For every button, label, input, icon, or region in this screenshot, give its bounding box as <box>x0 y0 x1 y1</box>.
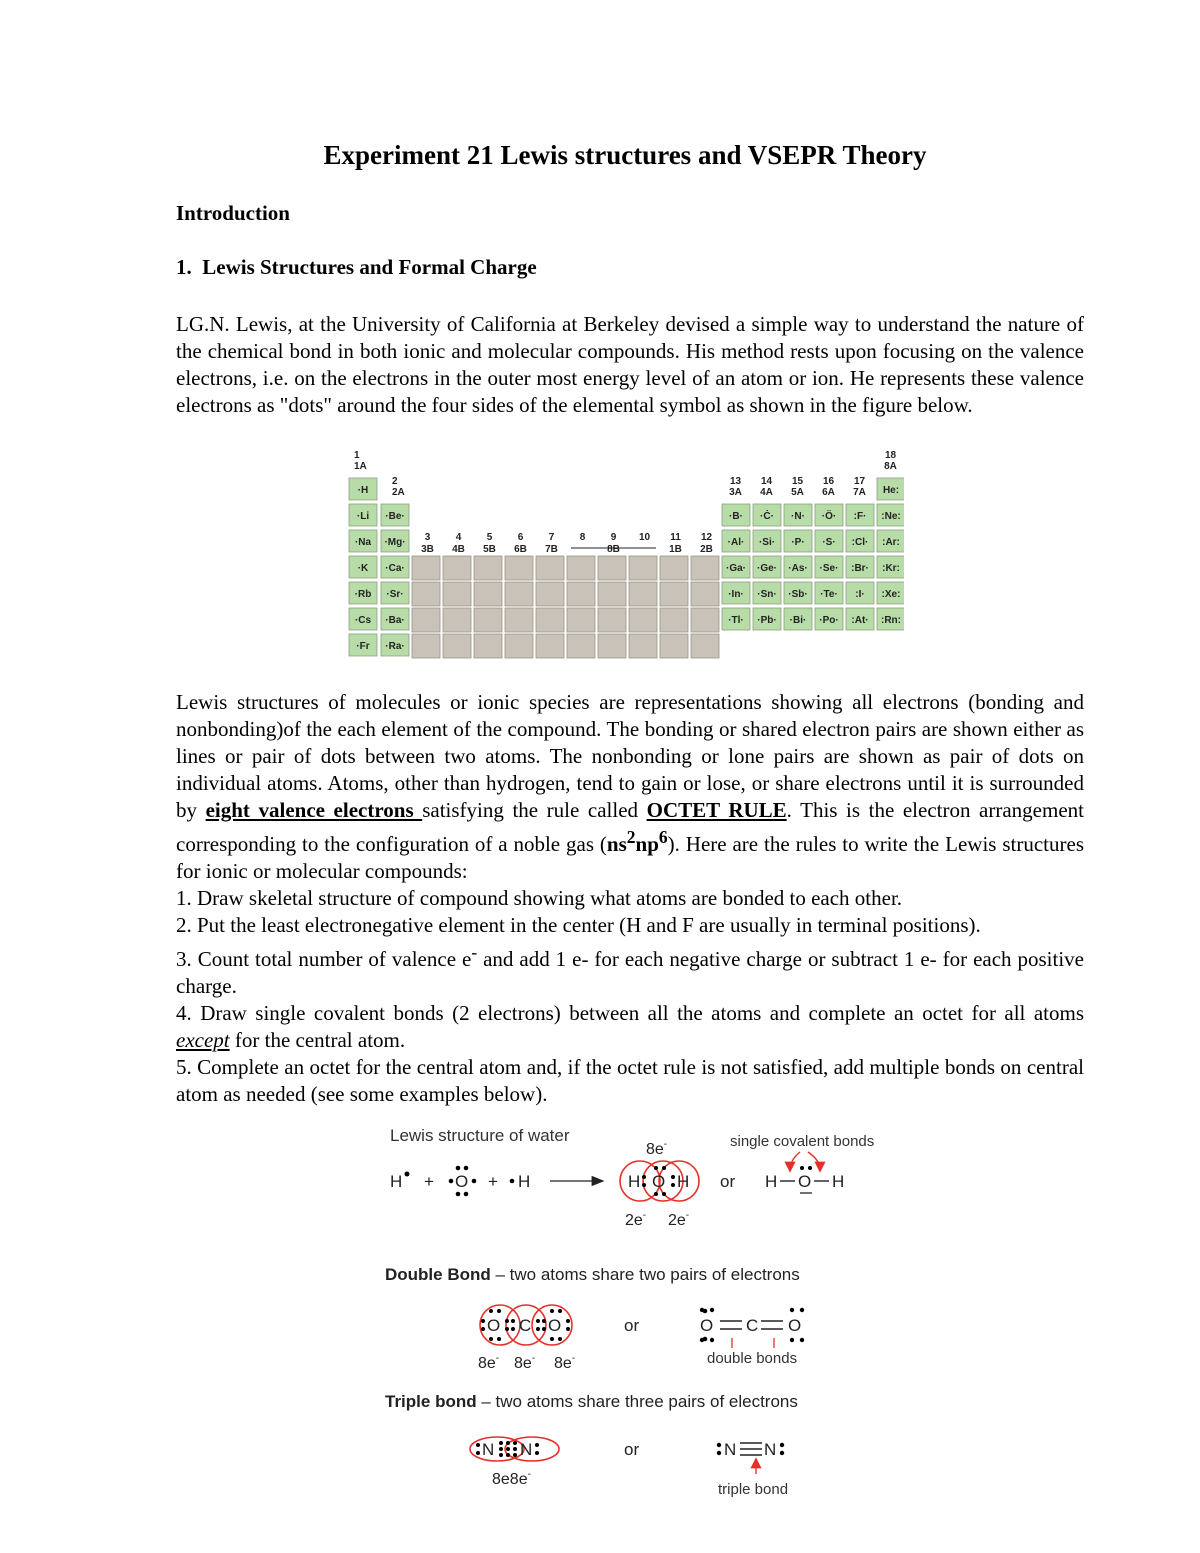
element-symbol: ·B· <box>729 511 743 522</box>
transition-cell <box>567 556 595 580</box>
section-heading <box>176 255 537 280</box>
group-number: 4 <box>455 532 462 543</box>
group-number: 12 <box>700 532 713 543</box>
group-number: 16 <box>822 476 835 487</box>
element-symbol: ·Sn· <box>757 589 777 600</box>
element-symbol: ·Se· <box>819 563 839 574</box>
transition-cell <box>505 608 533 632</box>
transition-cell <box>691 556 719 580</box>
svg-text:N: N <box>520 1440 533 1459</box>
svg-text:or: or <box>624 1316 640 1335</box>
group-name: 8A <box>884 461 897 472</box>
element-symbol: ·Ba· <box>385 615 405 626</box>
element-symbol: :Br· <box>851 563 869 574</box>
svg-text:O: O <box>788 1316 802 1335</box>
element-symbol: :Kr: <box>882 563 900 574</box>
svg-text:+: + <box>424 1172 434 1191</box>
svg-text:8e8e-: 8e8e- <box>492 1469 531 1488</box>
transition-cell <box>443 608 471 632</box>
group-number: 14 <box>760 476 773 487</box>
transition-cell <box>536 582 564 606</box>
svg-text:2e-: 2e- <box>625 1210 647 1229</box>
svg-text:C: C <box>746 1316 759 1335</box>
group-name: 5A <box>791 487 804 498</box>
svg-text:O: O <box>798 1172 812 1191</box>
element-symbol: ·Na <box>354 537 372 548</box>
svg-text:H: H <box>765 1172 778 1191</box>
single-bonds-label: single covalent bonds <box>730 1133 875 1150</box>
group-number: 5 <box>486 532 493 543</box>
element-symbol: ·S· <box>822 537 836 548</box>
transition-cell <box>443 634 471 658</box>
section-number: 1. <box>176 255 192 279</box>
svg-text:H: H <box>628 1172 641 1191</box>
element-symbol: ·Al· <box>727 537 745 548</box>
svg-text:8e-: 8e- <box>478 1353 500 1372</box>
svg-text:O: O <box>487 1316 501 1335</box>
transition-cell <box>412 556 440 580</box>
element-symbol: :Cl· <box>851 537 869 548</box>
svg-text:+: + <box>488 1172 498 1191</box>
group-name: 3B <box>421 544 434 555</box>
transition-cell <box>505 582 533 606</box>
transition-cell <box>505 556 533 580</box>
group-number: 9 <box>610 532 617 543</box>
element-symbol: :Xe: <box>881 589 901 600</box>
element-symbol: ·Mg· <box>384 537 406 548</box>
transition-cell <box>412 608 440 632</box>
intro-heading: Introduction <box>176 201 290 225</box>
transition-cell <box>660 582 688 606</box>
element-symbol: ·Tl· <box>728 615 744 626</box>
transition-cell <box>412 582 440 606</box>
element-symbol: ·Li <box>356 511 370 522</box>
element-symbol: ·H <box>357 485 369 496</box>
transition-cell <box>536 634 564 658</box>
svg-text:O: O <box>652 1172 666 1191</box>
transition-cell <box>629 556 657 580</box>
transition-cell <box>443 582 471 606</box>
rule-item: 5. Complete an octet for the central atom and, if the octet rule is not satisfied, add multiple bonds on central atom as needed (see some examples below). <box>176 1055 1084 1106</box>
transition-cell <box>598 608 626 632</box>
group-number: 7 <box>548 532 555 543</box>
e2-label-b: 2e <box>668 1212 686 1229</box>
rule-item: 2. Put the least electronegative element in the center (H and F are usually in terminal positions). <box>176 913 981 937</box>
svg-text:H: H <box>677 1172 690 1191</box>
e2-label-a: 2e <box>625 1212 643 1229</box>
e8-label: 8e <box>646 1141 664 1158</box>
svg-text:8e-: 8e- <box>554 1353 576 1372</box>
group-number: 11 <box>670 532 681 543</box>
double-bonds-label: double bonds <box>707 1350 798 1367</box>
element-symbol: ·Sb· <box>788 589 808 600</box>
transition-cell <box>598 582 626 606</box>
svg-text:O: O <box>548 1316 562 1335</box>
transition-cell <box>691 608 719 632</box>
element-symbol: ·P· <box>791 537 805 548</box>
svg-text:8e-: 8e- <box>514 1353 536 1372</box>
lewis-examples-figure <box>380 1118 900 1508</box>
svg-text:8e-: 8e- <box>646 1139 668 1158</box>
element-symbol: ·Po· <box>819 615 839 626</box>
transition-cell <box>474 582 502 606</box>
group-name: 5B <box>483 544 496 555</box>
lewis-examples <box>380 1118 900 1508</box>
group-name: 1B <box>669 544 682 555</box>
transition-cell <box>474 608 502 632</box>
rule-item: 4. Draw single covalent bonds (2 electrons) between all the atoms and complete an octet for all atoms except for the central atom. <box>176 1001 1084 1052</box>
svg-text:N: N <box>482 1440 495 1459</box>
group-number: 6 <box>517 532 524 543</box>
element-symbol: ·Ċ· <box>760 511 774 522</box>
element-symbol: :F· <box>853 511 867 522</box>
svg-text:N: N <box>724 1440 737 1459</box>
group-name: 7A <box>853 487 866 498</box>
page-title: Experiment 21 Lewis structures and VSEPR Theory <box>323 140 927 170</box>
group-name: 6A <box>822 487 835 498</box>
transition-cell <box>629 582 657 606</box>
group-number: 3 <box>424 532 431 543</box>
element-symbol: :I· <box>855 589 865 600</box>
element-symbol: ·Be· <box>385 511 405 522</box>
element-symbol: ·Te· <box>820 589 838 600</box>
o-atom: O <box>455 1172 469 1191</box>
element-symbol: ·Pb· <box>757 615 777 626</box>
group-name: 3A <box>729 487 742 498</box>
group-name: 7B <box>545 544 558 555</box>
element-symbol: ·Fr <box>356 641 370 652</box>
triple-title: Triple bond – two atoms share three pairs of electrons <box>385 1392 798 1411</box>
group-name: 4A <box>760 487 773 498</box>
element-symbol: ·Si· <box>758 537 776 548</box>
periodic-table <box>344 448 904 680</box>
element-symbol: :Ar: <box>882 537 900 548</box>
rules-list <box>176 885 1084 1108</box>
element-symbol: ·Ge· <box>757 563 777 574</box>
element-symbol: ·Ra· <box>385 641 405 652</box>
group-number: 17 <box>853 476 866 487</box>
transition-cell <box>474 634 502 658</box>
element-symbol: He: <box>882 485 900 496</box>
element-symbol: ·As· <box>788 563 808 574</box>
element-symbol: ·K <box>357 563 369 574</box>
transition-cell <box>691 634 719 658</box>
svg-text:or: or <box>624 1440 640 1459</box>
transition-cell <box>660 608 688 632</box>
section-title: Lewis Structures and Formal Charge <box>202 255 537 279</box>
transition-cell <box>629 634 657 658</box>
group-number: 1 <box>354 450 360 461</box>
element-symbol: :At· <box>851 615 869 626</box>
svg-text:H: H <box>518 1172 531 1191</box>
transition-cell <box>691 582 719 606</box>
transition-cell <box>660 556 688 580</box>
periodic-table-figure <box>344 448 904 680</box>
group-name: 4B <box>452 544 465 555</box>
transition-cell <box>567 608 595 632</box>
svg-text:H: H <box>832 1172 845 1191</box>
triple-bond-label: triple bond <box>718 1481 789 1498</box>
group-name: 6B <box>514 544 527 555</box>
element-symbol: ·Cs <box>354 615 372 626</box>
transition-cell <box>536 608 564 632</box>
group-name: 1A <box>354 461 367 472</box>
transition-cell <box>629 608 657 632</box>
element-symbol: ·N· <box>791 511 805 522</box>
group-name: 2A <box>392 487 405 498</box>
transition-cell <box>474 556 502 580</box>
transition-cell <box>567 582 595 606</box>
group-number: 13 <box>729 476 742 487</box>
h-atom: H <box>390 1172 403 1191</box>
lewis-paragraph <box>176 689 1084 1108</box>
or-label: or <box>720 1172 736 1191</box>
transition-cell <box>505 634 533 658</box>
group-number: 8 <box>579 532 586 543</box>
group-number: 10 <box>638 532 651 543</box>
element-symbol: :Ne: <box>881 511 901 522</box>
element-symbol: ·Ö· <box>821 511 837 522</box>
svg-text:C: C <box>519 1316 532 1335</box>
element-symbol: ·Rb <box>354 589 372 600</box>
element-symbol: ·Bi· <box>789 615 807 626</box>
svg-text:2e-: 2e- <box>668 1210 690 1229</box>
group-name: 8B <box>607 544 620 555</box>
intro-paragraph: LG.N. Lewis, at the University of California at Berkeley devised a simple way to understand the nature of the chemical bond in both ionic and molecular compounds. His method rests upon focusing on the valence electrons, i.e. on the electrons in the outer most energy level of an atom or ion. He represents these valence electrons as "dots" around the four sides of the elemental symbol as shown in the figure below. <box>176 312 1084 417</box>
transition-cell <box>598 634 626 658</box>
transition-cell <box>567 634 595 658</box>
transition-cell <box>536 556 564 580</box>
transition-cell <box>660 634 688 658</box>
group-name: 2B <box>700 544 713 555</box>
double-title: Double Bond – two atoms share two pairs of electrons <box>385 1265 800 1284</box>
rule-item: 3. Count total number of valence e- and add 1 e- for each negative charge or subtract 1 e- for each positive charge. <box>176 942 1085 998</box>
svg-text:N: N <box>764 1440 777 1459</box>
group-number: 18 <box>884 450 897 461</box>
element-symbol: :Rn: <box>881 615 901 626</box>
element-symbol: ·In· <box>728 589 744 600</box>
lewis-text: Lewis structures of molecules or ionic species are representations showing all electrons (bonding and nonbonding)of the each element of the compound. The bonding or shared electron pairs are shown either as lines or pair of dots between two atoms. The nonbonding or lone pairs are shown as pair of dots on individual atoms. Atoms, other than hydrogen, tend to gain or lose, or share electrons until it is surrounded by eight valence electrons satisfying the rule called OCTET RULE. This is the electron arrangement corresponding to the configuration of a noble gas $(ns^2np^6)$. Here are the rules to write the Lewis structures for ionic or molecular compounds: <box>176 690 1084 883</box>
group-number: 15 <box>791 476 804 487</box>
element-symbol: ·Ga· <box>726 563 746 574</box>
element-symbol: ·Ca· <box>385 563 405 574</box>
svg-text:O: O <box>700 1316 714 1335</box>
rule-item: 1. Draw skeletal structure of compound showing what atoms are bonded to each other. <box>176 886 903 910</box>
element-symbol: ·Sr· <box>386 589 404 600</box>
water-title: Lewis structure of water <box>390 1126 570 1145</box>
transition-cell <box>412 634 440 658</box>
transition-cell <box>598 556 626 580</box>
transition-cell <box>443 556 471 580</box>
group-number: 2 <box>392 476 398 487</box>
